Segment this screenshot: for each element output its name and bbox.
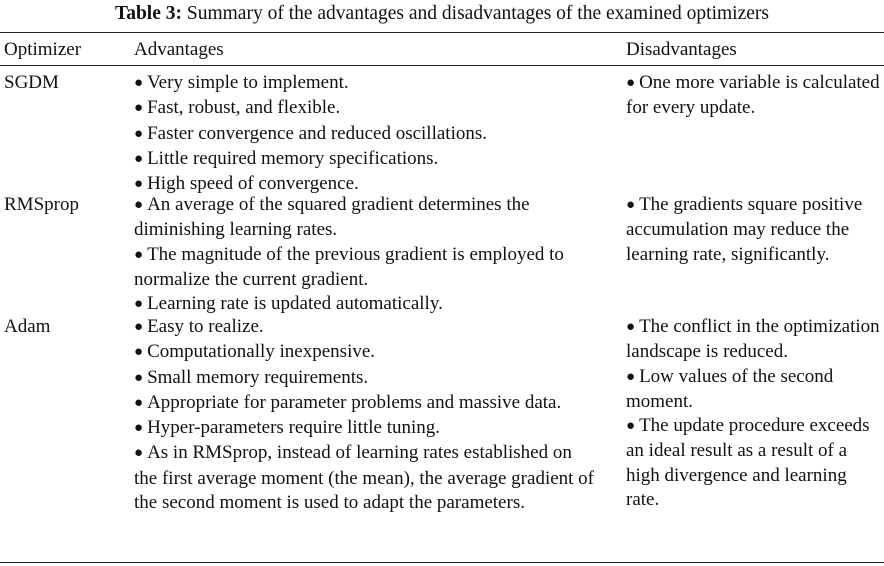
advantages-cell xyxy=(134,315,594,515)
disadvantages-cell xyxy=(626,315,882,512)
optimizer-name: Adam xyxy=(4,316,51,337)
list-item: ● Low values of the second moment. xyxy=(626,365,834,412)
list-item: ● Small memory requirements. xyxy=(134,366,369,388)
bullet-icon: ● xyxy=(134,420,144,437)
table-caption xyxy=(0,2,884,26)
bullet-icon: ● xyxy=(134,100,144,117)
list-item: ● An average of the squared gradient determines the diminishing learning rates. xyxy=(134,194,530,241)
list-item: ● One more variable is calculated for every update. xyxy=(626,72,880,119)
bullet-icon: ● xyxy=(134,150,144,167)
bullet-icon: ● xyxy=(134,319,144,335)
bullet-icon: ● xyxy=(134,445,144,462)
header-rule xyxy=(0,65,884,66)
table-caption-label: Table 3: xyxy=(114,3,182,24)
list-item: ● Hyper-parameters require little tuning. xyxy=(134,417,441,439)
bottom-rule xyxy=(0,562,884,563)
bullet-icon: ● xyxy=(134,394,144,411)
bullet-icon: ● xyxy=(626,75,636,91)
bullet-icon: ● xyxy=(626,418,636,435)
list-item: ● High speed of convergence. xyxy=(134,173,359,195)
disadvantages-cell xyxy=(626,193,882,267)
list-item: ● Easy to realize. xyxy=(134,316,264,337)
header-advantages: Advantages xyxy=(134,39,224,60)
list-item: ● Faster convergence and reduced oscillations. xyxy=(134,122,488,144)
bullet-icon: ● xyxy=(134,125,144,142)
list-item: ● The conflict in the optimization landscape is reduced. xyxy=(626,316,880,363)
list-item: ● Appropriate for parameter problems and massive data. xyxy=(134,391,562,413)
optimizer-name: RMSprop xyxy=(4,194,79,215)
bullet-icon: ● xyxy=(134,75,144,91)
bullet-icon: ● xyxy=(134,246,144,263)
list-item: ● Very simple to implement. xyxy=(134,72,349,93)
header-optimizer: Optimizer xyxy=(4,39,82,60)
bullet-icon: ● xyxy=(134,176,144,193)
bullet-icon: ● xyxy=(626,368,636,385)
list-item: ● The magnitude of the previous gradient is employed to normalize the current gradient. xyxy=(134,243,564,290)
bullet-icon: ● xyxy=(134,344,144,361)
bullet-icon: ● xyxy=(134,369,144,386)
top-rule xyxy=(0,32,884,33)
bullet-icon: ● xyxy=(626,197,636,213)
list-item: ● The update procedure exceeds an ideal result as a result of a high divergence and learning rate. xyxy=(626,415,870,511)
list-item: ● Little required memory specifications. xyxy=(134,147,439,169)
advantages-cell xyxy=(134,193,594,317)
bullet-icon: ● xyxy=(134,197,144,213)
bullet-icon: ● xyxy=(134,296,144,313)
list-item: ● Learning rate is updated automatically. xyxy=(134,293,443,315)
list-item: ● Computationally inexpensive. xyxy=(134,341,376,363)
bullet-icon: ● xyxy=(626,319,636,335)
advantages-cell xyxy=(134,71,594,197)
disadvantages-cell xyxy=(626,71,882,121)
header-disadvantages: Disadvantages xyxy=(626,39,737,60)
table-caption-text: Summary of the advantages and disadvantages of the examined optimizers xyxy=(186,3,769,24)
list-item: ● The gradients square positive accumulation may reduce the learning rate, significantly. xyxy=(626,194,863,265)
list-item: ● As in RMSprop, instead of learning rates established on the first average moment (the mean), the average gradient of the second moment is used to adapt the parameters. xyxy=(134,442,595,514)
list-item: ● Fast, robust, and flexible. xyxy=(134,97,341,119)
optimizer-name: SGDM xyxy=(4,72,59,93)
